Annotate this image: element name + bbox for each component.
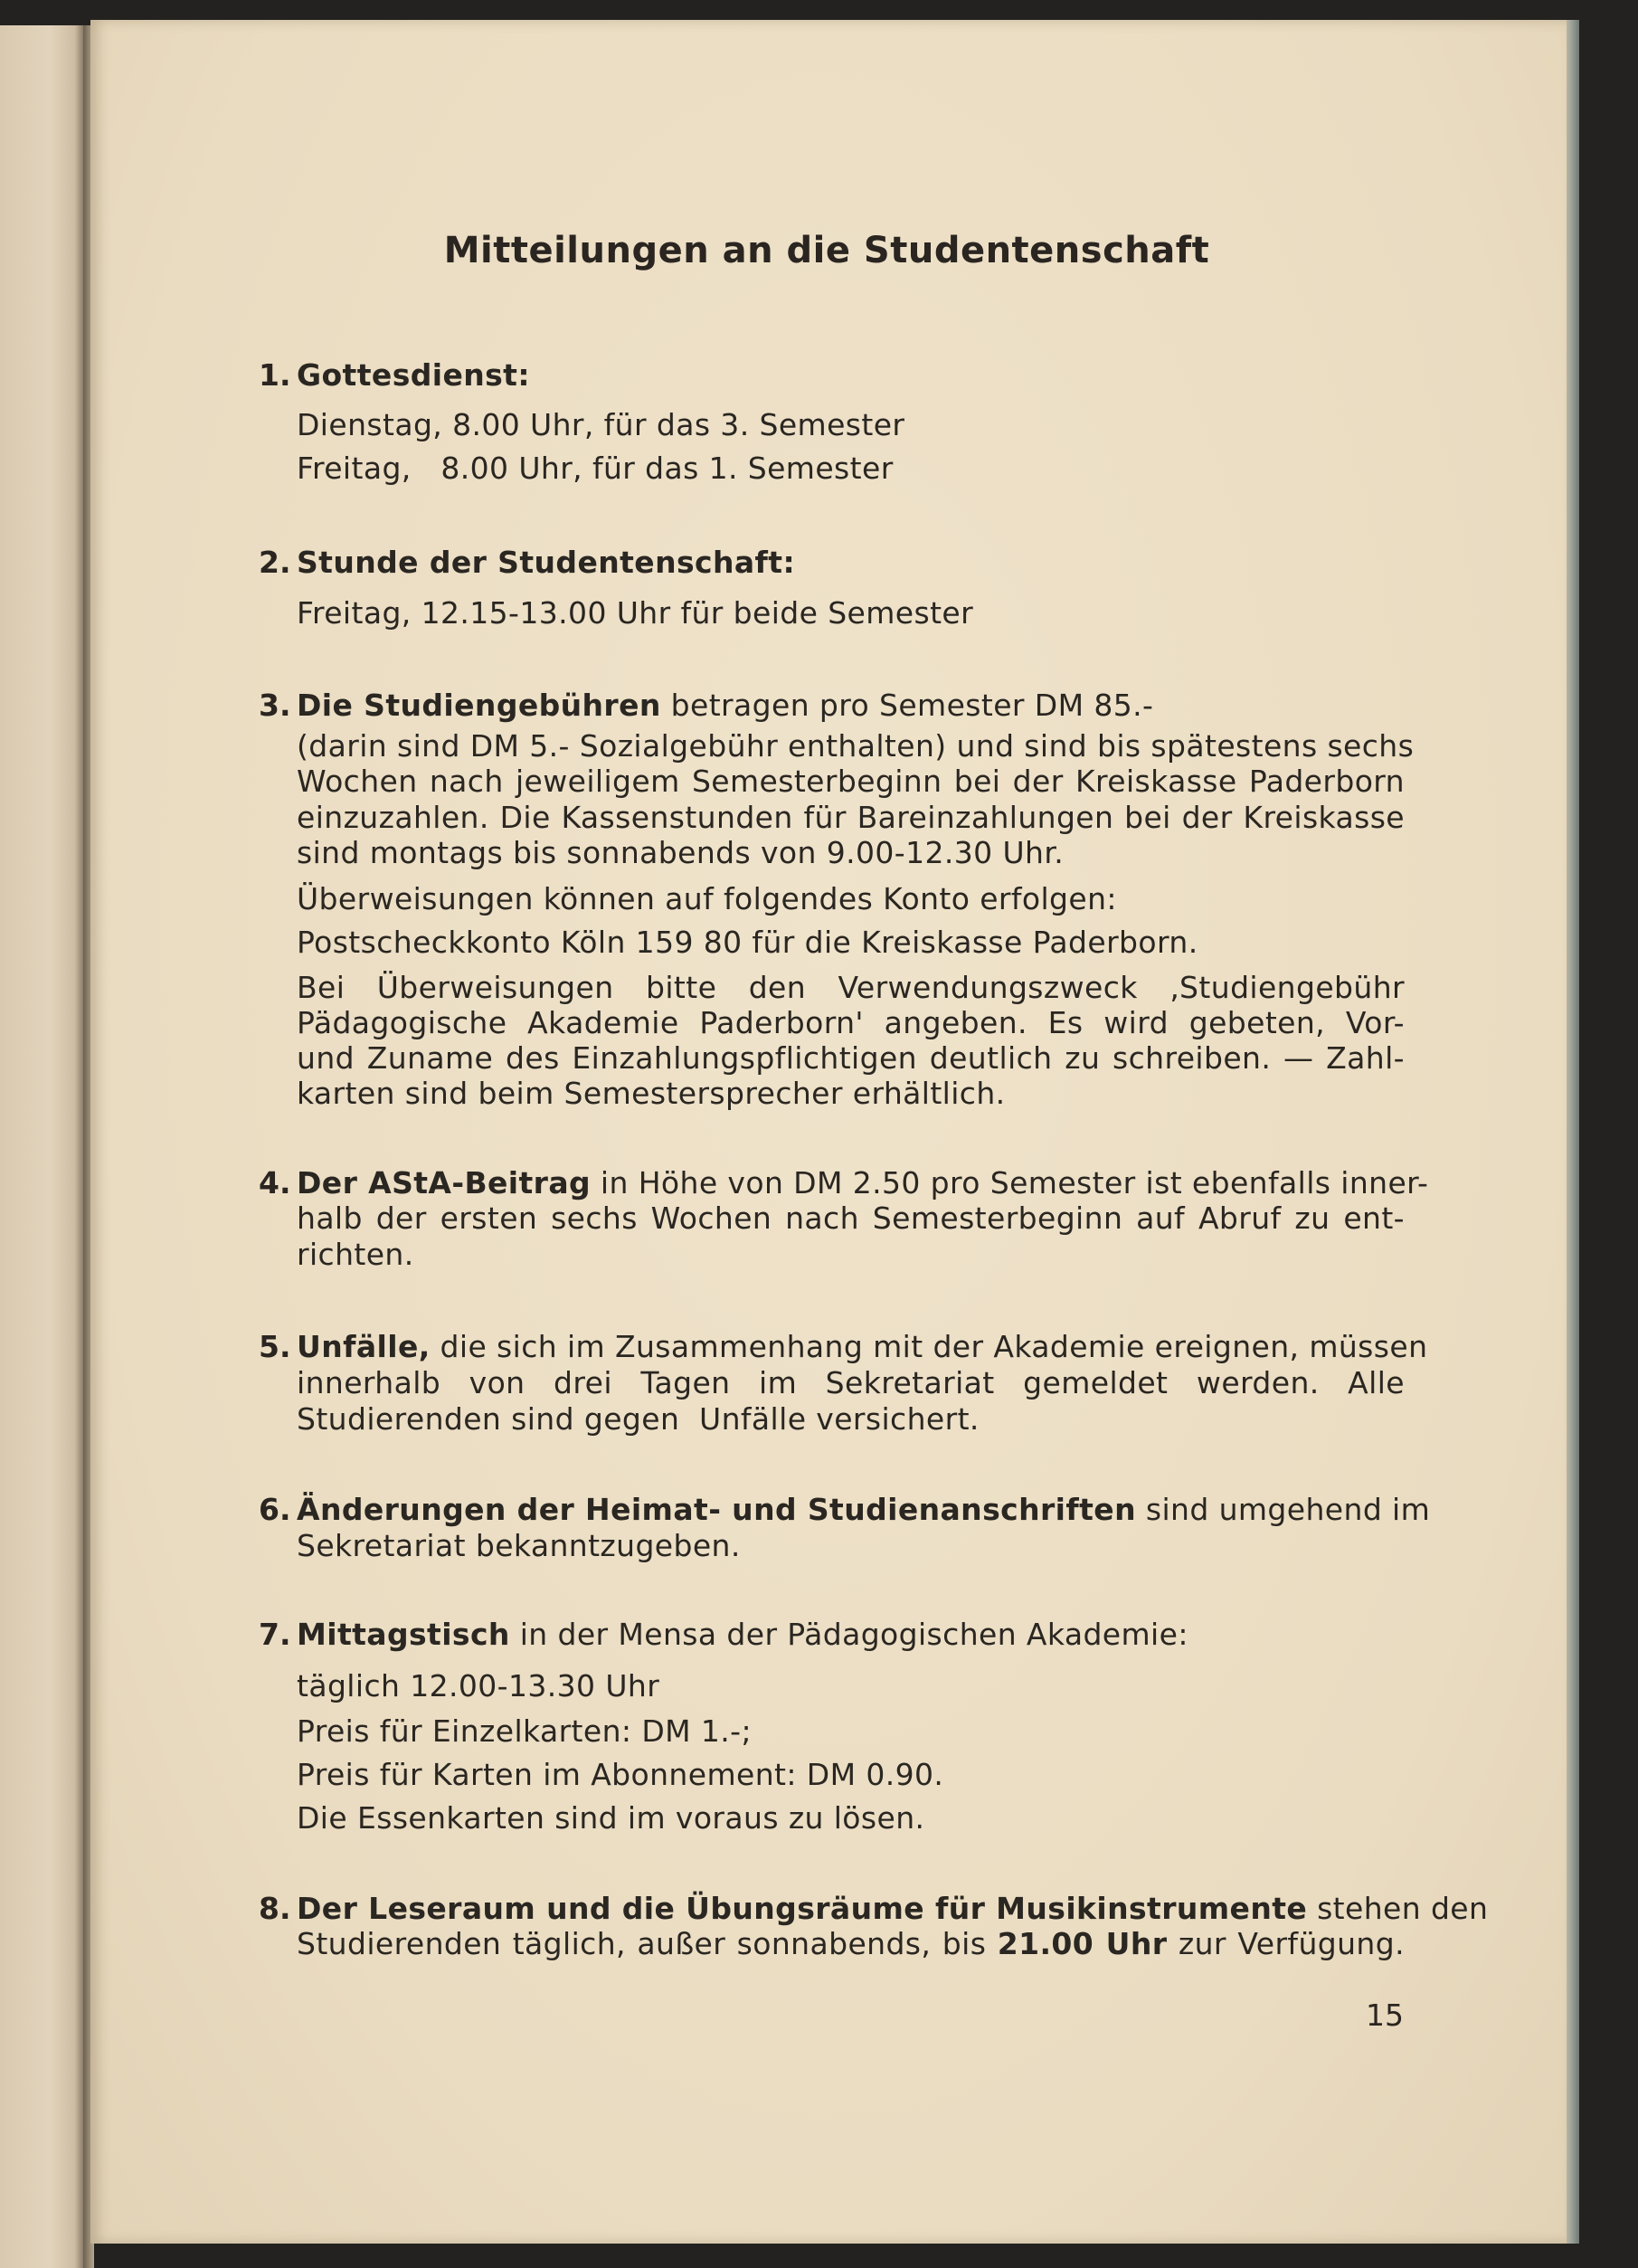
item-number: 1. bbox=[259, 357, 291, 393]
item-line: (darin sind DM 5.- Sozialgebühr enthalten) und sind bis spätestens sechs bbox=[297, 728, 1415, 764]
item-line: richten. bbox=[297, 1237, 414, 1272]
item-line: karten sind beim Semestersprecher erhältlich. bbox=[297, 1076, 1006, 1111]
item-line: und Zuname des Einzahlungspflichtigen deutlich zu schreiben. — Zahl- bbox=[297, 1040, 1405, 1076]
item-line: Sekretariat bekanntzugeben. bbox=[297, 1528, 741, 1563]
item-line: Postscheckkonto Köln 159 80 für die Kreiskasse Paderborn. bbox=[297, 925, 1198, 960]
item-line: Wochen nach jeweiligem Semesterbeginn bei der Kreiskasse Paderborn bbox=[297, 764, 1405, 799]
item-heading-line bbox=[297, 1492, 1431, 1528]
item-line: Freitag, 8.00 Uhr, für das 1. Semester bbox=[297, 451, 894, 486]
item-heading-rest: stehen den bbox=[1307, 1891, 1489, 1926]
item-heading-rest: sind umgehend im bbox=[1135, 1492, 1431, 1527]
item-line: täglich 12.00-13.30 Uhr bbox=[297, 1668, 660, 1703]
item-line: Bei Überweisungen bitte den Verwendungszweck ‚Studiengebühr bbox=[297, 970, 1405, 1005]
left-page-edge bbox=[0, 25, 83, 2268]
item-heading-line bbox=[297, 1165, 1429, 1201]
item-line: Überweisungen können auf folgendes Konto erfolgen: bbox=[297, 881, 1117, 916]
item-number: 8. bbox=[259, 1891, 291, 1926]
item-heading: Gottesdienst: bbox=[297, 357, 530, 393]
item-heading: Die Studiengebühren bbox=[297, 688, 661, 723]
item-line: Freitag, 12.15-13.00 Uhr für beide Semester bbox=[297, 595, 974, 631]
item-line: sind montags bis sonnabends von 9.00-12.30 Uhr. bbox=[297, 835, 1065, 870]
item-heading-line bbox=[297, 1617, 1405, 1653]
item-line-bold: 21.00 Uhr bbox=[997, 1926, 1168, 1961]
item-heading-rest: in der Mensa der Pädagogischen Akademie: bbox=[509, 1617, 1188, 1652]
item-line: Studierenden sind gegen Unfälle versichert. bbox=[297, 1401, 980, 1437]
item-heading-rest: betragen pro Semester DM 85.- bbox=[660, 688, 1154, 723]
item-number: 4. bbox=[259, 1165, 291, 1200]
item-line: innerhalb von drei Tagen im Sekretariat gemeldet werden. Alle bbox=[297, 1365, 1405, 1400]
item-line: einzuzahlen. Die Kassenstunden für Bareinzahlungen bei der Kreiskasse bbox=[297, 800, 1405, 835]
item-heading: Änderungen der Heimat- und Studienanschriften bbox=[297, 1492, 1136, 1527]
item-heading-line bbox=[297, 1891, 1489, 1927]
item-line: Dienstag, 8.00 Uhr, für das 3. Semester bbox=[297, 407, 905, 442]
item-number: 3. bbox=[259, 688, 291, 723]
item-number: 2. bbox=[259, 545, 291, 580]
item-heading-line bbox=[297, 1329, 1428, 1365]
page-title: Mitteilungen an die Studentenschaft bbox=[443, 230, 1210, 271]
item-line: Preis für Karten im Abonnement: DM 0.90. bbox=[297, 1757, 944, 1792]
document-page bbox=[90, 20, 1567, 2244]
item-heading: Unfälle, bbox=[297, 1329, 431, 1364]
item-line bbox=[297, 1926, 1405, 1962]
item-line: halb der ersten sechs Wochen nach Semesterbeginn auf Abruf zu ent- bbox=[297, 1200, 1405, 1236]
item-heading-rest: die sich im Zusammenhang mit der Akademie ereignen, müssen bbox=[430, 1329, 1428, 1364]
item-line-text: Studierenden täglich, außer sonnabends, bis bbox=[297, 1926, 998, 1961]
item-line: Die Essenkarten sind im voraus zu lösen. bbox=[297, 1800, 925, 1836]
item-number: 6. bbox=[259, 1492, 291, 1527]
item-heading: Der Leseraum und die Übungsräume für Musikinstrumente bbox=[297, 1891, 1308, 1926]
item-heading: Der AStA-Beitrag bbox=[297, 1165, 592, 1200]
page-number: 15 bbox=[1366, 1998, 1404, 2033]
item-heading: Stunde der Studentenschaft: bbox=[297, 545, 796, 580]
item-heading-rest: in Höhe von DM 2.50 pro Semester ist ebenfalls inner- bbox=[591, 1165, 1429, 1200]
item-heading: Mittagstisch bbox=[297, 1617, 510, 1652]
item-line: Pädagogische Akademie Paderborn' angeben. Es wird gebeten, Vor- bbox=[297, 1005, 1405, 1040]
item-line-text: zur Verfügung. bbox=[1167, 1926, 1405, 1961]
item-number: 7. bbox=[259, 1617, 291, 1652]
item-number: 5. bbox=[259, 1329, 291, 1364]
item-heading-line bbox=[297, 688, 1405, 724]
item-line: Preis für Einzelkarten: DM 1.-; bbox=[297, 1713, 753, 1749]
